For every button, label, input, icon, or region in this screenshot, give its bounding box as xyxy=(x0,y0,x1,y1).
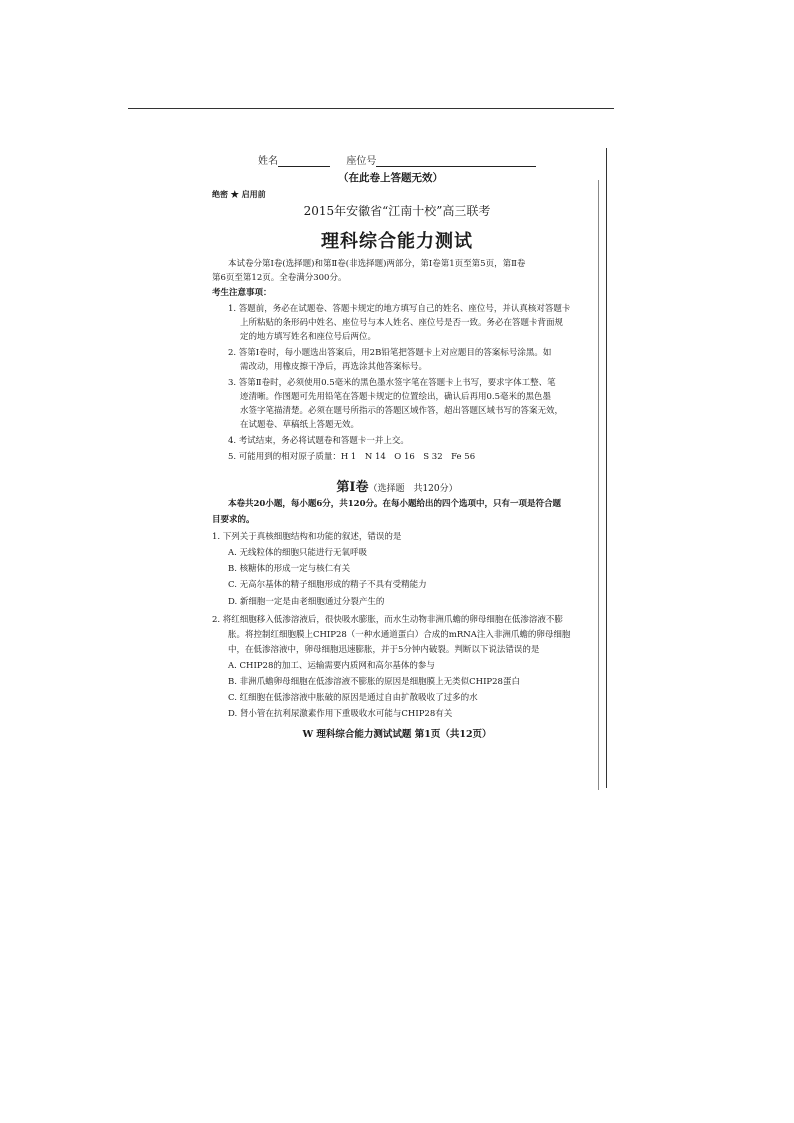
intro-line-2: 第6页至第12页。全卷满分300分。 xyxy=(212,273,347,283)
notice-item-1-line-2: 上所粘贴的条形码中姓名、座位号与本人姓名、座位号是否一致。务必在答题卡背面规 xyxy=(240,318,564,328)
notice-item-3-line-1: 3. 答第Ⅱ卷时，必须使用0.5毫米的黑色墨水签字笔在答题卡上书写，要求字体工整、笔 xyxy=(228,378,556,388)
question-2-option-c: C. 红细胞在低渗溶液中胀破的原因是通过自由扩散吸收了过多的水 xyxy=(228,693,478,703)
notice-item-5: 5. 可能用到的相对原子质量：H 1 N 14 O 16 S 32 Fe 56 xyxy=(228,452,476,462)
question-2-option-d: D. 肾小管在抗利尿激素作用下重吸收水可能与CHIP28有关 xyxy=(228,709,453,719)
section-1-heading xyxy=(0,476,794,495)
notice-item-1-line-3: 定的地方填写姓名和座位号后两位。 xyxy=(240,332,377,342)
question-1-stem: 1. 下列关于真核细胞结构和功能的叙述，错误的是 xyxy=(212,532,402,542)
subject-title: 理科综合能力测试 xyxy=(321,231,473,252)
notice-title: 考生注意事项： xyxy=(212,288,272,298)
notice-item-3-line-3: 水签字笔描清楚。必须在题号所指示的答题区域作答，超出答题区域书写的答案无效， xyxy=(240,406,564,416)
section-1-subtitle: （选择题 共120分） xyxy=(368,484,458,494)
notice-item-2-line-1: 2. 答第Ⅰ卷时，每小题选出答案后，用2B铅笔把答题卡上对应题目的答案标号涂黑。如 xyxy=(228,348,552,358)
question-1-option-d: D. 新细胞一定是由老细胞通过分裂产生的 xyxy=(228,597,385,607)
notice-item-1-line-1: 1. 答题前，务必在试题卷、答题卡规定的地方填写自己的姓名、座位号，并认真核对答题卡 xyxy=(228,304,571,314)
name-seat-row xyxy=(258,152,536,167)
question-1-option-a: A. 无线粒体的细胞只能进行无氧呼吸 xyxy=(228,548,368,558)
question-2-option-a: A. CHIP28的加工、运输需要内质网和高尔基体的参与 xyxy=(228,661,435,671)
section-1-desc-1: 本卷共20小题，每小题6分，共120分。在每小题给出的四个选项中，只有一项是符合题 xyxy=(228,499,561,509)
name-blank[interactable] xyxy=(278,156,330,167)
scan-border-top xyxy=(128,108,614,109)
secret-mark: 绝密 ★ 启用前 xyxy=(212,189,266,199)
question-2-stem-line-2: 胀。将控制红细胞膜上CHIP28（一种水通道蛋白）合成的mRNA注入非洲爪蟾的卵母细胞 xyxy=(228,630,571,640)
question-1-option-b: B. 核糖体的形成一定与核仁有关 xyxy=(228,564,351,574)
seat-blank[interactable] xyxy=(376,156,536,167)
seat-label: 座位号 xyxy=(346,156,377,167)
question-2-stem-line-3: 中，在低渗溶液中，卵母细胞迅速膨胀，并于5分钟内破裂。判断以下说法错误的是 xyxy=(228,645,540,655)
exam-name: 2015年安徽省“江南十校”高三联考 xyxy=(303,204,491,218)
notice-item-3-line-4: 在试题卷、草稿纸上答题无效。 xyxy=(240,420,360,430)
question-2-stem-line-1: 2. 将红细胞移入低渗溶液后，很快吸水膨胀，而水生动物非洲爪蟾的卵母细胞在低渗溶液不膨 xyxy=(212,615,563,625)
notice-item-3-line-2: 迹清晰。作图题可先用铅笔在答题卡规定的位置绘出，确认后再用0.5毫米的黑色墨 xyxy=(240,392,552,402)
intro-line-1: 本试卷分第Ⅰ卷(选择题)和第Ⅱ卷(非选择题)两部分，第Ⅰ卷第1页至第5页，第Ⅱ卷 xyxy=(228,259,526,269)
name-label: 姓名 xyxy=(258,156,278,167)
section-1-desc-2: 目要求的。 xyxy=(212,515,255,525)
question-2-option-b: B. 非洲爪蟾卵母细胞在低渗溶液不膨胀的原因是细胞膜上无类似CHIP28蛋白 xyxy=(228,677,520,687)
no-answer-note: （在此卷上答题无效） xyxy=(338,172,443,184)
section-1-title: 第Ⅰ卷 xyxy=(336,480,369,495)
notice-item-4: 4. 考试结束，务必将试题卷和答题卡一并上交。 xyxy=(228,436,409,446)
page-footer: W 理科综合能力测试试题 第1页（共12页） xyxy=(302,729,492,740)
notice-item-2-line-2: 需改动，用橡皮擦干净后，再选涂其他答案标号。 xyxy=(240,362,428,372)
question-1-option-c: C. 无高尔基体的精子细胞形成的精子不具有受精能力 xyxy=(228,580,427,590)
